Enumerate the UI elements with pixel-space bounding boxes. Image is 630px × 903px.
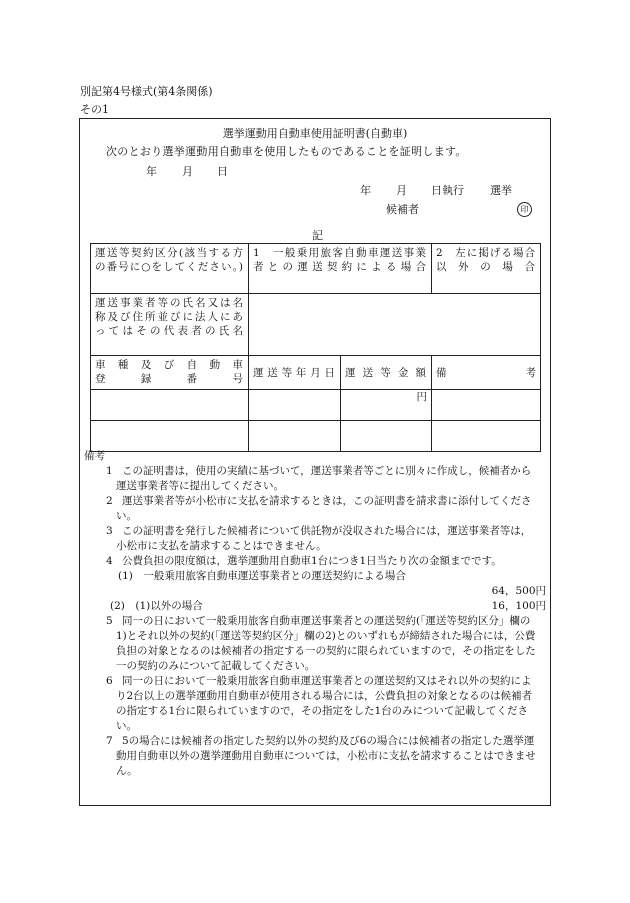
usage-table xyxy=(90,243,541,452)
note-item: 6 同一の日において一般乗用旅客自動車運送事業者との運送契約又はそれ以外の契約により2台以上の選挙運動用自動車が使用される場合には，公費負担の対象となるのは候補者の指定する1台に限られていますので，その指定をした1台のみについて記載してください。 xyxy=(106,675,533,732)
operator-label: 運送事業者等の氏名又は名称及び住所並びに法人にあってはその代表者の氏名 xyxy=(91,294,249,356)
contract-option-2[interactable]: 2 左に掲げる場合以外の場合 xyxy=(432,244,541,294)
limit-sub-2: (2) (1)以外の場合 16，100円 xyxy=(110,600,546,612)
certificate-intro: 次のとおり選挙運動用自動車を使用したものであることを証明します。 xyxy=(106,145,467,158)
amount-cell-2[interactable] xyxy=(341,421,432,452)
issue-date-year: 年 xyxy=(146,165,157,178)
date-column-header: 運送等年月日 xyxy=(249,356,341,390)
note-item: 3 この証明書を発行した候補者について供託物が没収された場合には，運送事業者等は，小松市に支払を請求することはできません。 xyxy=(106,525,532,552)
notes-section xyxy=(80,449,552,779)
election-label: 選挙 xyxy=(490,184,512,197)
form-number-label: 別記第4号様式(第4条関係) xyxy=(80,85,213,98)
contract-type-label: 運送等契約区分(該当する方の番号に○をしてください。) xyxy=(91,244,249,294)
issue-date-day: 日 xyxy=(217,165,228,178)
seal-icon: 印 xyxy=(517,202,532,217)
note-item: 7 5の場合には候補者の指定した契約以外の契約及び6の場合には候補者の指定した選挙運動用自動車以外の選挙運動用自動車については，小松市に支払を請求することはできません。 xyxy=(106,735,536,777)
date-cell-2[interactable] xyxy=(249,421,341,452)
form-sub-label: その1 xyxy=(80,103,109,116)
remarks-cell-1[interactable] xyxy=(432,390,541,421)
note-item: 5 同一の日において一般乗用旅客自動車運送事業者との運送契約(「運送等契約区分」欄の1)とそれ以外の契約(「運送等契約区分」欄の2)とのいずれもが締結された場合には，公費負担の対象となるのは候補者の指定する一の契約に限られていますので，その指定をした一の契約のみについて記載してください。 xyxy=(106,615,536,672)
note-item: 1 この証明書は，使用の実績に基づいて，運送事業者等ごとに別々に作成し，候補者から運送事業者等に提出してください。 xyxy=(106,465,532,492)
election-year: 年 xyxy=(360,184,371,197)
operator-field[interactable] xyxy=(249,294,541,356)
certificate-title: 選挙運動用自動車使用証明書(自動車) xyxy=(222,127,408,140)
certificate-frame xyxy=(79,118,551,806)
remarks-column-header: 備 考 xyxy=(432,356,541,390)
note-item: 2 運送事業者等が小松市に支払を請求するときは，この証明書を請求書に添付してください。 xyxy=(106,495,532,522)
yen-unit: 円 xyxy=(416,391,427,403)
amount-column-header: 運送等金額 xyxy=(341,356,432,390)
vehicle-cell-1[interactable] xyxy=(91,390,249,421)
election-month: 月 xyxy=(396,184,407,197)
date-cell-1[interactable] xyxy=(249,390,341,421)
vehicle-cell-2[interactable] xyxy=(91,421,249,452)
notes-heading: 備考 xyxy=(84,450,105,462)
note-item: 4 公費負担の限度額は，選挙運動用自動車1台につき1日当たり次の金額までです。 xyxy=(106,555,502,567)
ki-label: 記 xyxy=(312,229,323,242)
limit-sub-1-amount: 64，500円 xyxy=(491,585,546,597)
issue-date-month: 月 xyxy=(182,165,193,178)
limit-sub-1: (1) 一般乗用旅客自動車運送事業者との運送契約による場合 xyxy=(118,570,406,582)
amount-cell-1[interactable] xyxy=(341,390,432,421)
vehicle-registration-label: 車種及び自動車 登録番号 xyxy=(91,356,249,390)
candidate-label: 候補者 xyxy=(386,203,419,216)
remarks-cell-2[interactable] xyxy=(432,421,541,452)
contract-option-1[interactable]: 1 一般乗用旅客自動車運送事業者との運送契約による場合 xyxy=(249,244,432,294)
election-day-exec: 日執行 xyxy=(431,184,464,197)
